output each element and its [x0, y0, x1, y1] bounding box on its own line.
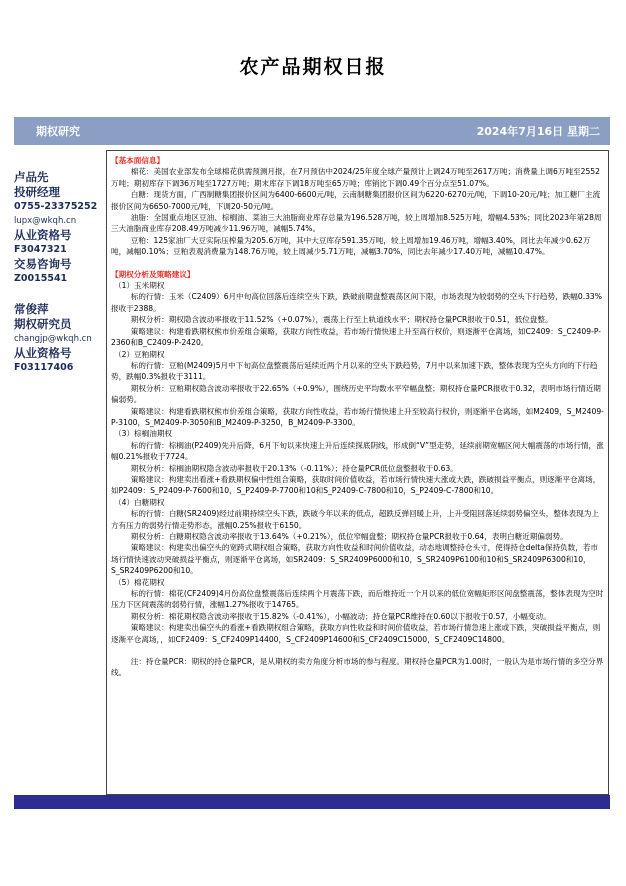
- analyst-email[interactable]: lupx@wkqh.cn: [14, 216, 77, 226]
- consult-label: 交易咨询号: [14, 257, 72, 271]
- analyst-name: 常俊萍: [14, 302, 49, 316]
- report-body: [106, 150, 609, 795]
- subsection-title: （1）玉米期权: [114, 281, 165, 291]
- cert-label: 从业资格号: [14, 346, 72, 360]
- page-title: 农产品期权日报: [239, 56, 387, 78]
- subsection-title: （4）白糖期权: [114, 497, 165, 507]
- vol-paragraph: 期权分析：棕榈油期权隐含波动率报收于20.13%（-0.11%）；持仓量PCR低位盘整报收于0.63。: [130, 463, 458, 473]
- strategy-paragraph: 策略建议：构建看跌期权熊市价差组合策略，获取方向性收益，若市场行情快速上升至较高行权价，则逐渐平仓离场，如M2409，S_M2409-P-3100，S_M2409-P-3050和B_M2409-P-3250，B_M2409-P-3300。: [111, 406, 604, 427]
- section-heading: 【基本面信息】: [111, 156, 165, 165]
- header-banner: [14, 117, 610, 145]
- subsection-title: （5）棉花期权: [114, 577, 165, 587]
- strategy-paragraph: 策略建议：构建看跌期权熊市价差组合策略，获取方向性收益，若市场行情快速上升至高行权价，则逐渐平仓离场，如C2409：S_C2409-P-2360和B_C2409-P-2420。: [111, 326, 601, 348]
- report-date: 2024年7月16日 星期二: [476, 125, 600, 138]
- cert-number: F03117406: [14, 362, 74, 373]
- vol-paragraph: 期权分析：期权隐含波动率报收于11.52%（+0.07%），震荡上行至上轨道线水平；期权持仓量PCR报收于0.51，低位盘整。: [130, 315, 553, 325]
- section-label: 期权研究: [36, 125, 80, 138]
- analyst-role: 期权研究员: [14, 317, 72, 331]
- fundamental-paragraph: 油脂：全国重点地区豆油、棕榈油、菜油三大油脂商业库存总量为196.528万吨，较上周增加8.525万吨，增幅4.53%；同比2023年第28周三大油脂商业库存208.49万吨减少11.96万吨，减幅5.74%。: [111, 213, 602, 234]
- analyst-phone: 0755-23375252: [14, 201, 98, 212]
- vol-paragraph: 期权分析：棉花期权隐含波动率报收于15.82%（-0.41%），小幅波动；持仓量PCR维持在0.60以下报收于0.57，小幅变动。: [130, 611, 551, 621]
- section-heading: 【期权分析及策略建议】: [111, 269, 195, 279]
- trend-paragraph: 标的行情：玉米（C2409）6月中旬高位回落后连续空头下跌，跌破前期盘整震荡区间下限，市场表现为较弱势的空头下行趋势，跌幅0.33%报收于2388。: [111, 292, 602, 313]
- fundamental-paragraph: 豆粕：125家油厂大豆实际压榨量为205.6万吨，其中大豆库存591.35万吨，较上周增加19.46万吨，增幅3.40%，同比去年减少0.62万吨，减幅0.10%；豆粕表观消费量为148.76万吨，较上周减少5.71万吨，减幅3.70%，同比去年减少17.40万吨，减幅10.47%。: [111, 235, 591, 257]
- analyst-sidebar: [14, 170, 106, 375]
- footer-bar: [14, 795, 610, 809]
- trend-paragraph: 标的行情：白糖(SR2409)经过前期持续空头下跌，跌破今年以来的低点，超跌反弹回暖上升，上升受阻回落延续弱势偏空头，整体表现为上方有压力的弱势行情走势形态，涨幅0.25%报收于6150。: [111, 509, 599, 530]
- analyst-email[interactable]: changjp@wkqh.cn: [14, 334, 92, 344]
- vol-paragraph: 期权分析：豆粕期权隐含波动率报收于22.65%（+0.9%），围绕历史平均数水平窄幅盘整；期权持仓量PCR报收于0.32，表明市场行情近期偏弱势。: [111, 383, 601, 405]
- trend-paragraph: 标的行情：豆粕(M2409)5月中下旬高位盘整震荡后延续近两个月以来的空头下跌趋势，7月中以来加速下跌，整体表现为空头方向的下行趋势，跌幅0.3%报收于3111。: [111, 360, 598, 382]
- vol-paragraph: 期权分析：白糖期权隐含波动率报收于13.64%（+0.21%），低位窄幅盘整；期权持仓量PCR报收于0.64，表明白糖近期偏弱势。: [130, 532, 568, 541]
- footnote: 注：持仓量PCR：期权的持仓量PCR，是从期权的卖方角度分析市场的参与程度。期权持仓量PCR为1.00时，一般认为是市场行情的多空分界线。: [111, 657, 604, 678]
- subsection-title: （2）豆粕期权: [114, 349, 165, 359]
- cert-number: F3047321: [14, 244, 67, 255]
- strategy-paragraph: 策略建议：构建卖出偏空头的看涨+看跌期权组合策略，获取方向性收益和时间价值收益，若市场行情急速上涨或下跌，突破损益平衡点，则逐渐平仓离场，，如CF2409：S_CF2409P14400，S_CF2409P14600和S_CF2409C15000，S_CF2409C14800。: [111, 623, 601, 644]
- analyst-role: 投研经理: [14, 185, 60, 199]
- cert-label: 从业资格号: [14, 228, 72, 242]
- strategy-paragraph: 策略建议：构建卖出看涨+看跌期权偏中性组合策略，获取时间价值收益，若市场行情快速大涨或大跌，跌破损益平衡点，则逐渐平仓离场，如P2409：S_P2409-P-7600和10，S_P2409-P-7700和10和S_P2409-C-7800和10，S_P2409-C-7800和10。: [111, 474, 601, 496]
- strategy-paragraph: 策略建议：构建卖出偏空头的宽跨式期权组合策略，获取方向性收益和时间价值收益，动态地调整持仓头寸，使得持仓delta保持负数，若市场行情快速波动突破损益平衡点，则逐渐平仓离场，如SR2409：S_SR2409P6000和10，S_SR2409P6100和10和S_SR2409P6300和10，S_SR2409P6200和10。: [111, 543, 599, 576]
- consult-number: Z0015541: [14, 273, 68, 284]
- fundamental-paragraph: 棉花：美国农业部发布全球棉花供需预测月报，在7月预估中2024/25年度全球产量预计上调24万吨至2617万吨；消费量上调6万吨至2552万吨；期初库存下调36万吨至1727万吨；期末库存下调18万吨至65万吨；库销比下调0.49个百分点至51.07%。: [111, 167, 600, 188]
- subsection-title: （3）棕榈油期权: [114, 429, 173, 439]
- trend-paragraph: 标的行情：棕榈油(P2409)先升后降，6月下旬以来快速上升后连续探底阴线，形成倒“V”型走势，延续前期宽幅区间大幅震荡的市场行情，涨幅0.21%报收于7724。: [111, 440, 604, 462]
- fundamental-paragraph: 白糖：现货方面，广西制糖集团报价区间为6400-6600元/吨，云南制糖集团报价区间为6220-6270元/吨，下调10-20元/吨；加工糖厂主流报价区间为6650-7000元/吨，下调20-50元/吨。: [111, 190, 601, 211]
- trend-paragraph: 标的行情：棉花(CF2409)4月份高位盘整震荡后连续两个月震荡下跌，而后维持近一个月以来的低位宽幅矩形区间盘整震荡，整体表现为空时压力下区间震荡的弱势行情，涨幅1.27%报收于14765。: [111, 589, 604, 610]
- analyst-name: 卢品先: [14, 170, 49, 184]
